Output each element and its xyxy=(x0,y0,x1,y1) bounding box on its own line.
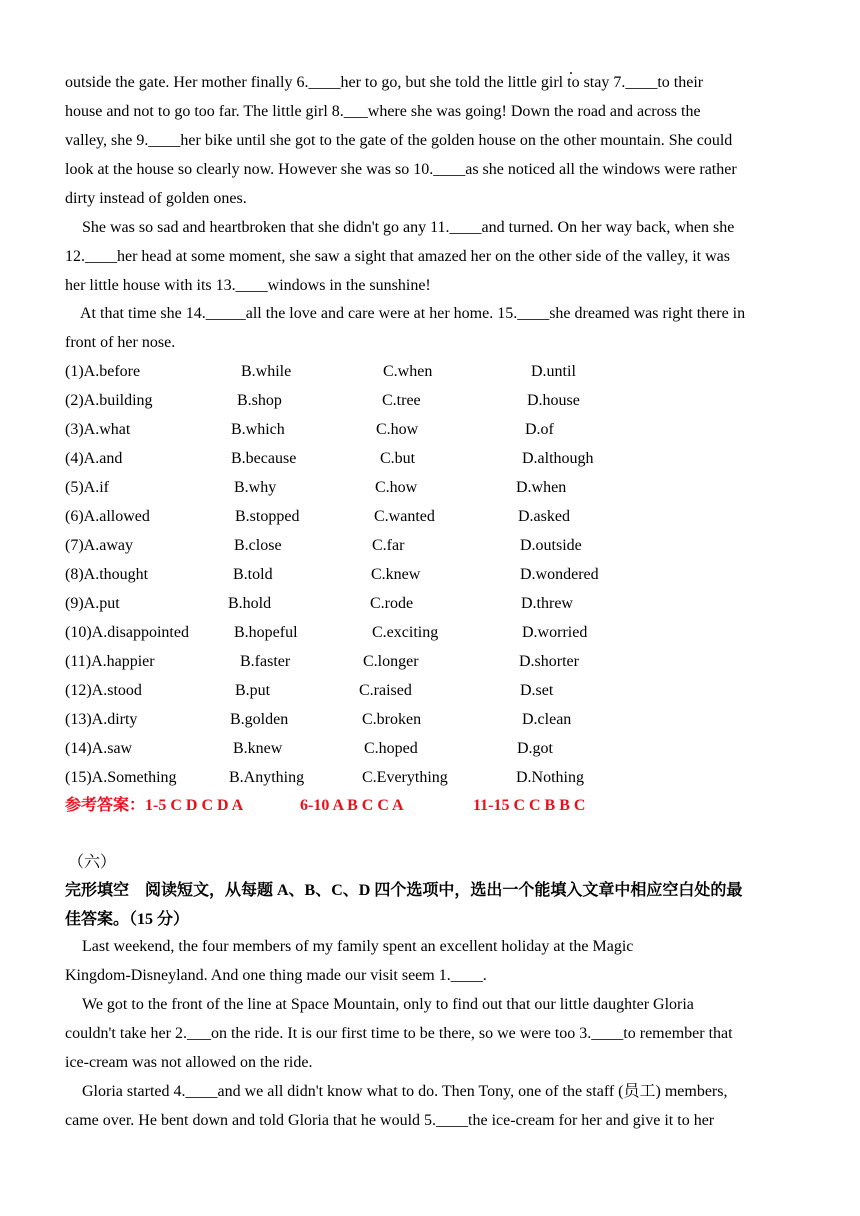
option-b: B.close xyxy=(234,537,282,554)
option-c: C.how xyxy=(376,421,419,438)
passage-paragraph-end xyxy=(65,299,800,357)
option-c: C.raised xyxy=(359,682,412,699)
passage-line: She was so sad and heartbroken that she didn't go any 11.____and turned. On her way back, when she xyxy=(82,219,735,236)
passage-line: front of her nose. xyxy=(65,334,176,351)
option-b: B.because xyxy=(231,450,297,467)
option-d: D.house xyxy=(527,392,580,409)
option-c: C.how xyxy=(375,479,418,496)
passage-line: valley, she 9.____her bike until she got to the gate of the golden house on the other mountain. She could xyxy=(65,132,733,149)
option-a: (2)A.building xyxy=(65,392,153,409)
option-row-6 xyxy=(65,502,805,531)
option-d: D.worried xyxy=(522,624,588,641)
passage-line: dirty instead of golden ones. xyxy=(65,190,247,207)
option-c: C.Everything xyxy=(362,769,448,786)
answer-key-part1: 参考答案：1-5 C D C D A xyxy=(65,797,244,814)
option-b: B.golden xyxy=(230,711,289,728)
passage-line: came over. He bent down and told Gloria that he would 5.____the ice-cream for her and give it to her xyxy=(65,1112,715,1129)
option-a: (11)A.happier xyxy=(65,653,155,670)
passage-line: Last weekend, the four members of my family spent an excellent holiday at the Magic xyxy=(82,938,634,955)
option-row-9 xyxy=(65,589,805,618)
passage-line: couldn't take her 2.___on the ride. It is our first time to be there, so we were too 3.____to remember that xyxy=(65,1025,733,1042)
option-a: (4)A.and xyxy=(65,450,123,467)
option-row-3 xyxy=(65,415,805,444)
option-a: (15)A.Something xyxy=(65,769,177,786)
option-c: C.far xyxy=(372,537,405,554)
option-d: D.outside xyxy=(520,537,582,554)
option-row-8 xyxy=(65,560,805,589)
option-d: D.when xyxy=(516,479,567,496)
passage-line: Kingdom-Disneyland. And one thing made our visit seem 1.____. xyxy=(65,967,487,984)
option-row-10 xyxy=(65,618,805,647)
option-c: C.knew xyxy=(371,566,421,583)
option-row-13 xyxy=(65,705,805,734)
option-row-11 xyxy=(65,647,805,676)
passage-line: her little house with its 13.____windows in the sunshine! xyxy=(65,277,431,294)
option-a: (7)A.away xyxy=(65,537,133,554)
option-a: (1)A.before xyxy=(65,363,141,380)
section-instruction xyxy=(65,876,805,934)
option-d: D.until xyxy=(531,363,576,380)
option-row-14 xyxy=(65,734,805,763)
answer-key-part2: 6-10 A B C C A xyxy=(300,797,404,814)
option-a: (9)A.put xyxy=(65,595,120,612)
instruction-line: 佳答案。（15 分） xyxy=(65,911,190,928)
option-b: B.hold xyxy=(228,595,272,612)
option-row-15 xyxy=(65,763,805,792)
option-a: (8)A.thought xyxy=(65,566,149,583)
option-c: C.rode xyxy=(370,595,414,612)
option-c: C.longer xyxy=(363,653,419,670)
option-d: D.shorter xyxy=(519,653,579,670)
passage-line: house and not to go too far. The little girl 8.___where she was going! Down the road and across the xyxy=(65,103,701,120)
option-d: D.wondered xyxy=(520,566,599,583)
option-c: C.tree xyxy=(382,392,421,409)
option-b: B.why xyxy=(234,479,277,496)
passage-line: We got to the front of the line at Space Mountain, only to find out that our little daughter Gloria xyxy=(82,996,694,1013)
option-d: D.asked xyxy=(518,508,570,525)
passage-line: 12.____her head at some moment, she saw a sight that amazed her on the other side of the valley, it was xyxy=(65,248,730,265)
option-row-12 xyxy=(65,676,805,705)
option-a: (14)A.saw xyxy=(65,740,133,757)
option-b: B.while xyxy=(241,363,292,380)
passage-line: outside the gate. Her mother finally 6.____her to go, but she told the little girl to stay 7.____to their xyxy=(65,74,704,91)
option-a: (10)A.disappointed xyxy=(65,624,189,641)
passage-line: Gloria started 4.____and we all didn't know what to do. Then Tony, one of the staff (员工) members, xyxy=(82,1083,728,1100)
option-d: D.Nothing xyxy=(516,769,584,786)
option-d: D.of xyxy=(525,421,554,438)
option-b: B.told xyxy=(233,566,273,583)
passage-line: At that time she 14._____all the love and care were at her home. 15.____she dreamed was right there in xyxy=(80,305,746,322)
option-a: (6)A.allowed xyxy=(65,508,150,525)
option-a: (3)A.what xyxy=(65,421,131,438)
option-a: (5)A.if xyxy=(65,479,109,496)
option-row-1 xyxy=(65,357,805,386)
option-c: C.wanted xyxy=(374,508,435,525)
passage-paragraph-top xyxy=(65,68,800,213)
passage-line: ice-cream was not allowed on the ride. xyxy=(65,1054,313,1071)
passage-paragraph-mid xyxy=(65,213,800,300)
option-row-2 xyxy=(65,386,805,415)
instruction-line: 完形填空 阅读短文，从每题 A、B、C、D 四个选项中，选出一个能填入文章中相应空白处的最 xyxy=(65,882,743,899)
option-d: D.got xyxy=(517,740,553,757)
option-c: C.when xyxy=(383,363,433,380)
option-d: D.threw xyxy=(521,595,573,612)
option-a: (13)A.dirty xyxy=(65,711,138,728)
option-row-4 xyxy=(65,444,805,473)
option-d: D.although xyxy=(522,450,594,467)
option-c: C.but xyxy=(380,450,416,467)
section6-passage xyxy=(65,932,800,1135)
option-c: C.exciting xyxy=(372,624,439,641)
option-row-7 xyxy=(65,531,805,560)
option-b: B.Anything xyxy=(229,769,305,786)
options-list xyxy=(65,357,805,792)
option-b: B.which xyxy=(231,421,285,438)
option-b: B.shop xyxy=(237,392,282,409)
option-b: B.faster xyxy=(240,653,291,670)
section-number: （六） xyxy=(68,854,117,871)
option-b: B.stopped xyxy=(235,508,300,525)
option-d: D.set xyxy=(520,682,554,699)
option-a: (12)A.stood xyxy=(65,682,142,699)
option-row-5 xyxy=(65,473,805,502)
option-b: B.knew xyxy=(233,740,283,757)
answer-key-part3: 11-15 C C B B C xyxy=(473,797,586,814)
passage-line: look at the house so clearly now. However she was so 10.____as she noticed all the windows were rather xyxy=(65,161,737,178)
option-b: B.hopeful xyxy=(234,624,298,641)
option-c: C.hoped xyxy=(364,740,418,757)
option-c: C.broken xyxy=(362,711,422,728)
option-b: B.put xyxy=(235,682,271,699)
option-d: D.clean xyxy=(522,711,572,728)
